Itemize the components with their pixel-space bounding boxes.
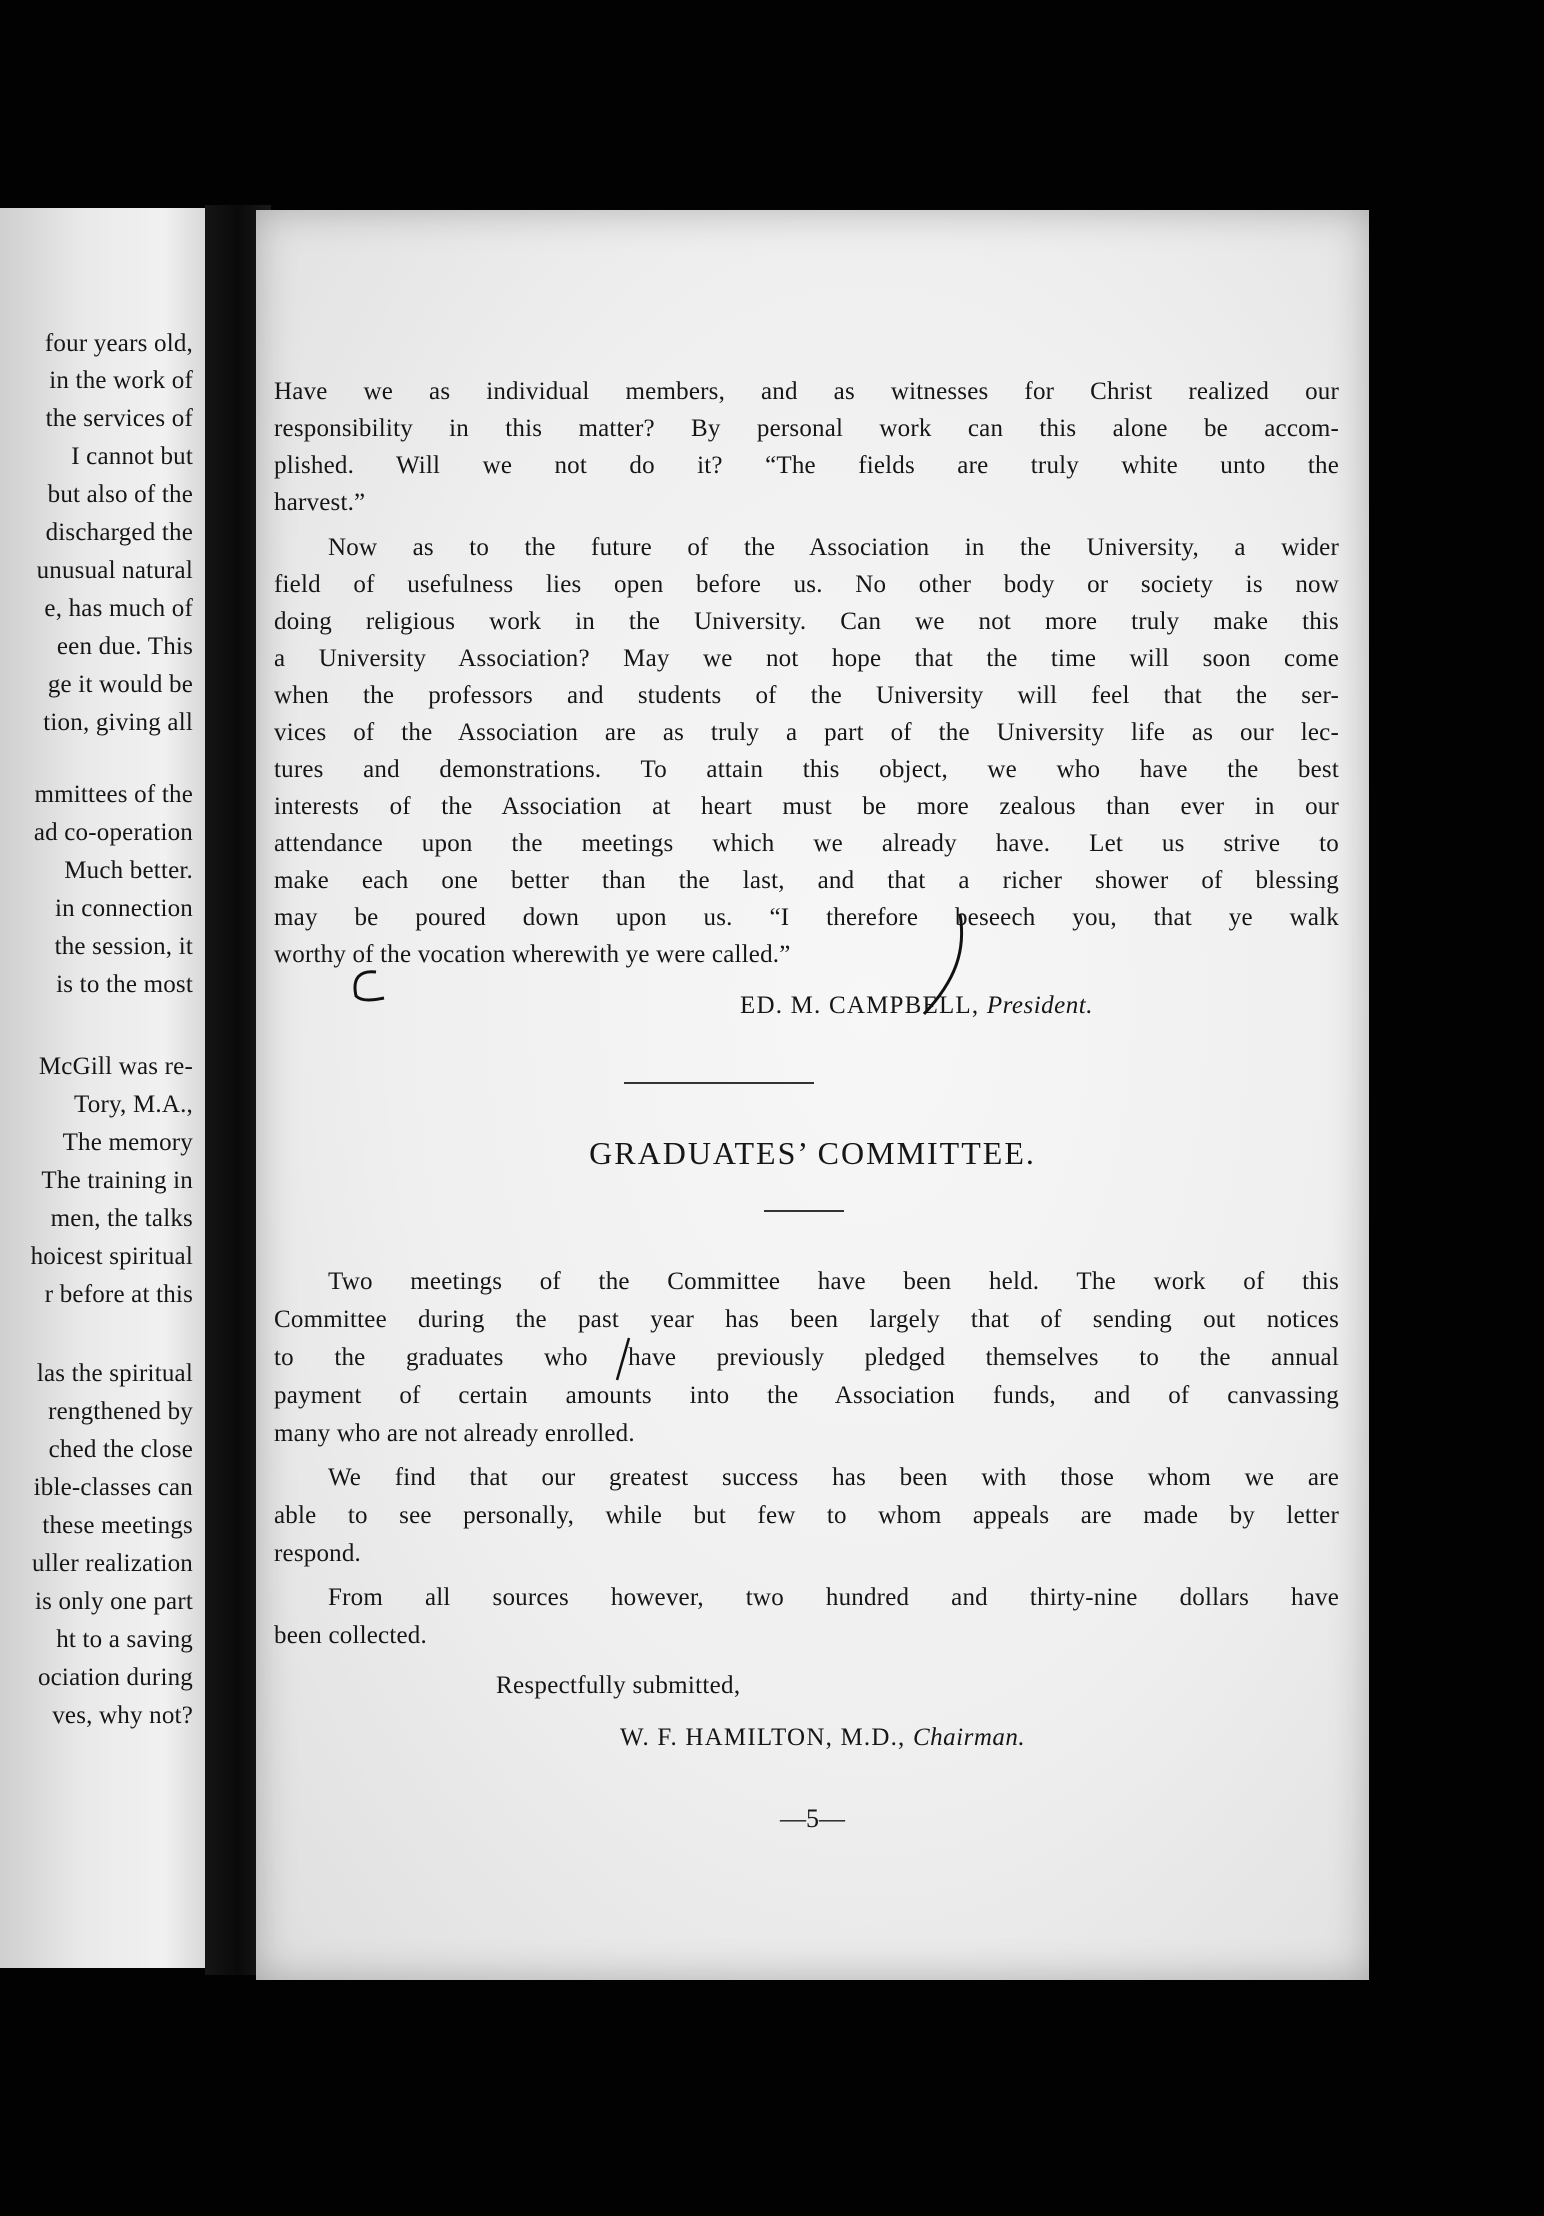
body-line: From all sources however, two hundred and thirty-nine dollars have xyxy=(328,1584,1339,1611)
left-page-line: I cannot but xyxy=(71,443,193,470)
left-page-line: The training in xyxy=(41,1167,193,1194)
left-page-line: is to the most xyxy=(56,971,193,998)
left-page-line: discharged the xyxy=(45,519,193,546)
left-page-line: ible-classes can xyxy=(33,1474,193,1501)
signature-title: President. xyxy=(986,992,1093,1019)
body-line: to the graduates who have previously pledged themselves to the annual xyxy=(274,1344,1339,1371)
body-line: able to see personally, while but few to whom appeals are made by letter xyxy=(274,1502,1339,1529)
body-line: vices of the Association are as truly a part of the University life as our lec- xyxy=(274,719,1339,746)
body-line: interests of the Association at heart must be more zealous than ever in our xyxy=(274,793,1339,820)
left-page-line: is only one part xyxy=(34,1588,193,1615)
left-page-line: Much better. xyxy=(64,857,193,884)
body-line: may be poured down upon us. “I therefore beseech you, that ye walk xyxy=(274,904,1339,931)
left-page-line: mmittees of the xyxy=(34,781,193,808)
left-page-line: Tory, M.A., xyxy=(74,1091,193,1118)
left-page-line: four years old, xyxy=(44,330,193,357)
heading-underline xyxy=(764,1210,844,1212)
body-line: harvest.” xyxy=(274,489,366,516)
handwritten-stroke-mark xyxy=(916,910,976,1020)
left-page-line: ociation during xyxy=(37,1664,193,1691)
body-line: field of usefulness lies open before us. No other body or society is now xyxy=(274,571,1339,598)
left-page-line: hoicest spiritual xyxy=(30,1243,193,1270)
left-page-line: ad co-operation xyxy=(33,819,193,846)
body-line: responsibility in this matter? By personal work can this alone be accom- xyxy=(274,415,1339,442)
left-page-line: uller realization xyxy=(32,1550,193,1577)
section-heading: GRADUATES’ COMMITTEE. xyxy=(589,1135,1036,1171)
body-line: many who are not already enrolled. xyxy=(274,1420,635,1447)
body-line: Have we as individual members, and as witnesses for Christ realized our xyxy=(274,378,1339,405)
signature-title: Chairman. xyxy=(912,1724,1026,1751)
body-line: Committee during the past year has been largely that of sending out notices xyxy=(274,1306,1339,1333)
body-line: make each one better than the last, and that a richer shower of blessing xyxy=(274,867,1339,894)
left-page-line: ched the close xyxy=(48,1436,193,1463)
left-page-line: las the spiritual xyxy=(36,1360,193,1387)
left-page-line: but also of the xyxy=(47,481,193,508)
left-page-line: unusual natural xyxy=(36,557,193,584)
left-page-line: ge it would be xyxy=(47,671,193,698)
body-line: Now as to the future of the Association in the University, a wider xyxy=(328,534,1339,561)
left-page-line: The memory xyxy=(62,1129,193,1156)
left-page-line: in connection xyxy=(55,895,193,922)
left-page-fragment xyxy=(0,208,205,1968)
left-page-line: tion, giving all xyxy=(43,709,193,736)
left-page-line: these meetings xyxy=(42,1512,193,1539)
handwritten-bracket-mark xyxy=(350,968,386,1004)
body-line: plished. Will we not do it? “The fields are truly white unto the xyxy=(274,452,1339,479)
handwritten-slash-mark xyxy=(613,1336,633,1382)
page-number: —5— xyxy=(780,1804,845,1833)
left-page-line: e, has much of xyxy=(44,595,193,622)
left-page-line: r before at this xyxy=(44,1281,193,1308)
left-page-line: een due. This xyxy=(56,633,193,660)
page-five xyxy=(256,210,1369,1980)
chairman-signature xyxy=(620,1724,1025,1752)
signature-name: W. F. HAMILTON, M.D., xyxy=(620,1724,906,1751)
left-page-line: ht to a saving xyxy=(56,1626,193,1653)
section-divider xyxy=(624,1082,814,1084)
left-page-line: rengthened by xyxy=(48,1398,193,1425)
body-line: when the professors and students of the University will feel that the ser- xyxy=(274,682,1339,709)
left-page-line: the session, it xyxy=(54,933,193,960)
body-line: a University Association? May we not hope that the time will soon come xyxy=(274,645,1339,672)
body-line: tures and demonstrations. To attain this object, we who have the best xyxy=(274,756,1339,783)
body-line: attendance upon the meetings which we already have. Let us strive to xyxy=(274,830,1339,857)
body-line: been collected. xyxy=(274,1622,427,1649)
left-page-line: men, the talks xyxy=(50,1205,193,1232)
left-page-line: the services of xyxy=(45,405,193,432)
closing-salutation: Respectfully submitted, xyxy=(496,1672,741,1699)
body-line: Two meetings of the Committee have been held. The work of this xyxy=(328,1268,1339,1295)
body-line: worthy of the vocation wherewith ye were called.” xyxy=(274,941,791,968)
body-line: doing religious work in the University. Can we not more truly make this xyxy=(274,608,1339,635)
left-page-line: in the work of xyxy=(49,367,193,394)
body-line: payment of certain amounts into the Association funds, and of canvassing xyxy=(274,1382,1339,1409)
left-page-line: McGill was re- xyxy=(38,1053,193,1080)
signature-name: ED. M. CAMPBELL, xyxy=(740,992,980,1019)
body-line: We find that our greatest success has been with those whom we are xyxy=(328,1464,1339,1491)
left-page-line: ves, why not? xyxy=(52,1702,193,1729)
body-line: respond. xyxy=(274,1540,362,1567)
